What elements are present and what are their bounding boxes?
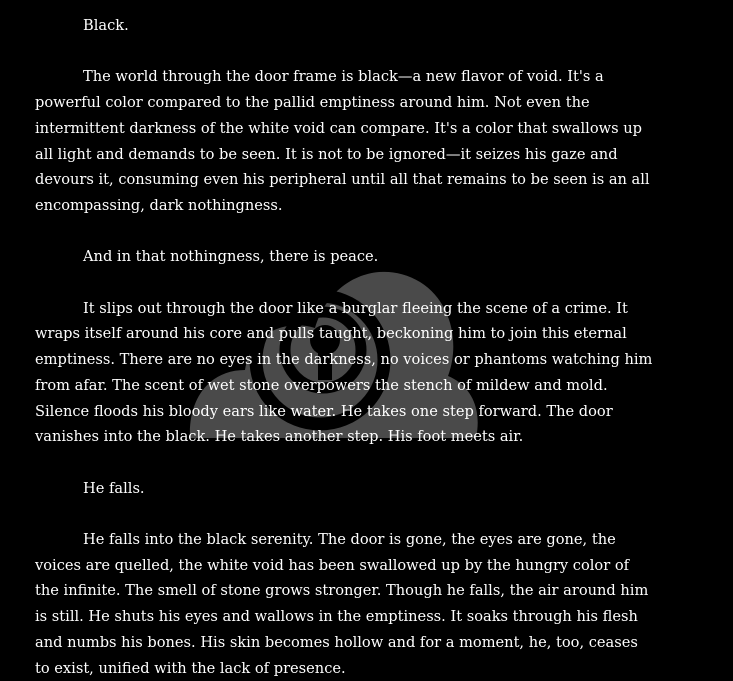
paragraph: The world through the door frame is black—a new flavor of void. It's a powerful color compared to the pallid emptiness around him. Not even the intermittent darkness of the white void can compare. It's a color that swallows up all light and demands to be seen. It is not to be ignored—it seizes his gaze and devours it, consuming even his peripheral until all that remains to be seen is an all encompassing, dark nothingness. <box>35 68 650 214</box>
paragraph: He falls. <box>83 479 145 497</box>
paragraph: And in that nothingness, there is peace. <box>83 248 379 266</box>
paragraph: It slips out through the door like a burglar fleeing the scene of a crime. It wraps itself around his core and pulls taught, beckoning him to join this eternal emptiness. There are no eyes in the darkness, no voices or phantoms watching him from afar. The scent of wet stone overpowers the stench of mildew and mold. Silence floods his bloody ears like water. He takes one step forward. The door vanishes into the black. He takes another step. His foot meets air. <box>35 299 653 446</box>
story-text <box>35 13 653 681</box>
paragraph: He falls into the black serenity. The door is gone, the eyes are gone, the voices are quelled, the white void has been swallowed up by the hungry color of the infinite. The smell of stone grows stronger. Though he falls, the air around him is still. He shuts his eyes and wallows in the emptiness. It soaks through his flesh and numbs his bones. His skin becomes hollow and for a moment, he, too, ceases to exist, unified with the lack of presence. <box>35 530 649 677</box>
paragraph: Black. <box>83 17 129 34</box>
